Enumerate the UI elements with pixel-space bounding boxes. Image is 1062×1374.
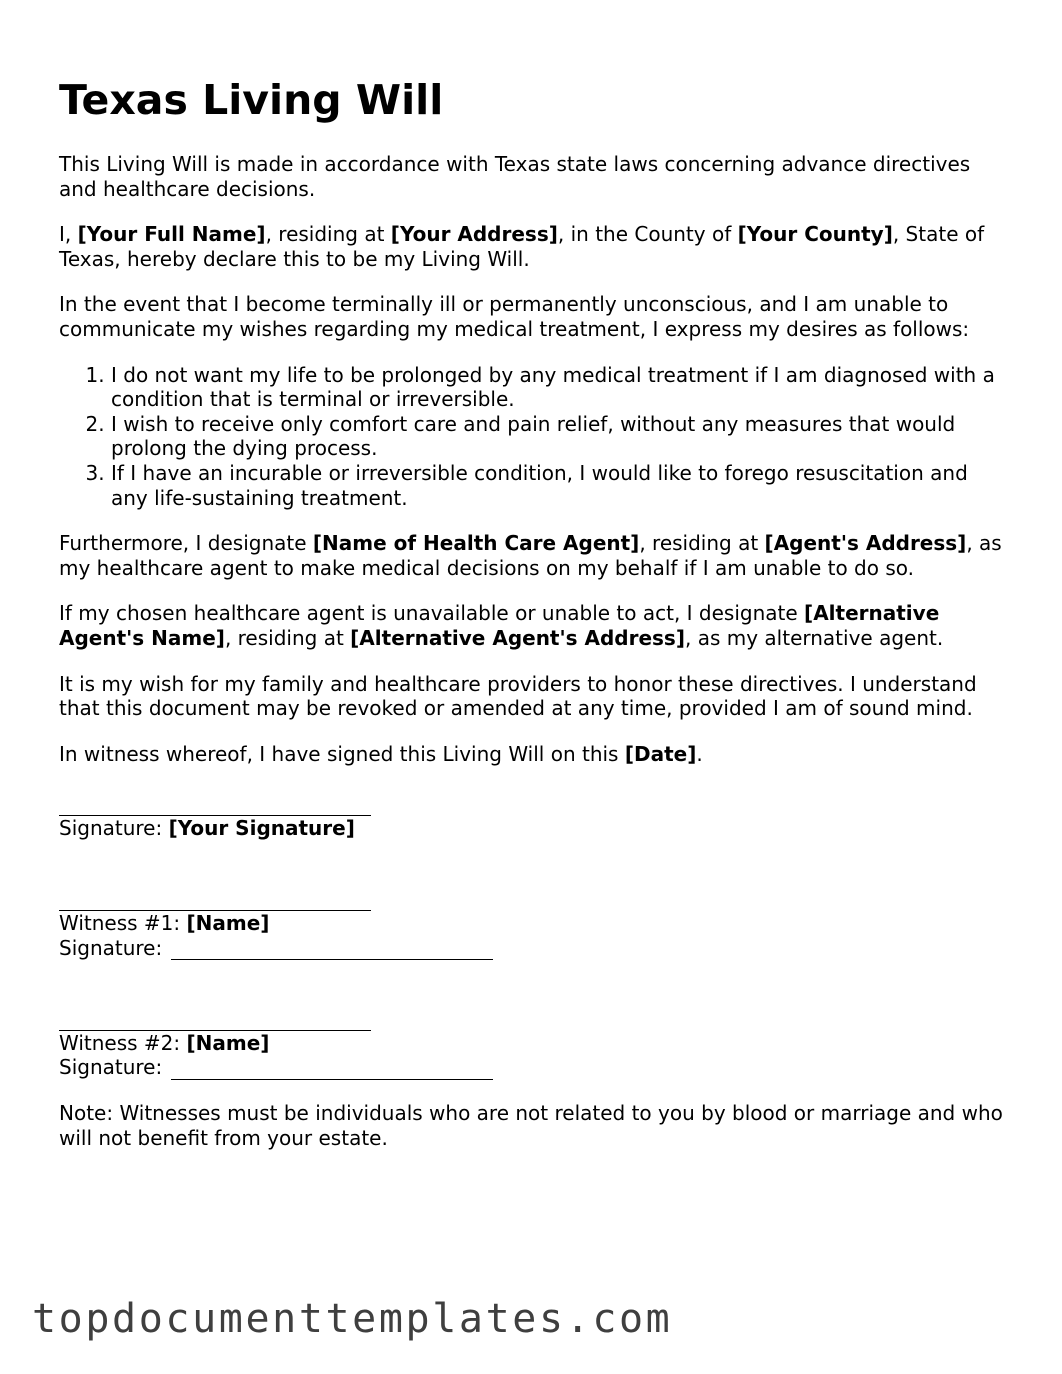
- witness1-signature-line: [171, 939, 493, 960]
- alternative-agent-address-placeholder: [Alternative Agent's Address]: [350, 625, 685, 650]
- witness1-name-line: [59, 892, 371, 911]
- declaration-paragraph: I, [Your Full Name], residing at [Your Address], in the County of [Your County], State of Texas, hereby declare this to be my Living Will.: [59, 222, 985, 271]
- witness-statement: In witness whereof, I have signed this Living Will on this [Date].: [59, 741, 703, 766]
- alternative-agent-paragraph: If my chosen healthcare agent is unavailable or unable to act, I designate [Alternative Agent's Name], residing at [Alternative Agent's Address], as my alternative agent.: [59, 601, 944, 650]
- agent-paragraph: Furthermore, I designate [Name of Health Care Agent], residing at [Agent's Address], as my healthcare agent to make medical decisions on my behalf if I am unable to do so.: [59, 531, 1002, 580]
- note-paragraph: Note: Witnesses must be individuals who are not related to you by blood or marriage and who will not benefit from your estate.: [59, 1101, 1003, 1150]
- document-page: [59, 70, 1009, 1171]
- full-name-placeholder: [Your Full Name]: [77, 222, 266, 247]
- agent-name-placeholder: [Name of Health Care Agent]: [312, 531, 640, 556]
- agent-address-placeholder: [Agent's Address]: [764, 531, 967, 556]
- witness2-block: Witness #2: [Name] Signature:: [59, 1006, 1009, 1080]
- list-item: 3. If I have an incurable or irreversible condition, I would like to forego resuscitation and any life-sustaining treatment.: [111, 461, 1009, 510]
- watermark: topdocumenttemplates.com: [32, 1296, 673, 1342]
- signer-signature-block: Signature: [Your Signature]: [59, 791, 1009, 840]
- signature-section: [59, 791, 1009, 1080]
- witness1-block: Witness #1: [Name] Signature:: [59, 886, 1009, 960]
- witness2-name-line: [59, 1012, 371, 1031]
- list-item: 2. I wish to receive only comfort care and pain relief, without any measures that would prolong the dying process.: [111, 412, 1009, 461]
- witness2-signature-line: [171, 1059, 493, 1080]
- date-placeholder: [Date]: [624, 741, 697, 766]
- list-item: 1. I do not want my life to be prolonged by any medical treatment if I am diagnosed with a condition that is terminal or irreversible.: [111, 363, 1009, 412]
- address-placeholder: [Your Address]: [390, 222, 558, 247]
- alternative-agent-name-placeholder: [Alternative Agent's Name]: [59, 601, 940, 650]
- witness2-name-placeholder: [Name]: [186, 1030, 270, 1055]
- signature-line: [59, 797, 371, 816]
- wish-paragraph: It is my wish for my family and healthcare providers to honor these directives. I understand that this document may be revoked or amended at any time, provided I am of sound mind.: [59, 671, 977, 721]
- county-placeholder: [Your County]: [737, 222, 893, 247]
- page-title: Texas Living Will: [59, 76, 444, 124]
- wishes-list: [59, 363, 1009, 511]
- witness1-name-placeholder: [Name]: [186, 911, 270, 936]
- intro-paragraph: This Living Will is made in accordance with Texas state laws concerning advance directives and healthcare decisions.: [59, 152, 971, 201]
- signature-placeholder: [Your Signature]: [168, 815, 355, 840]
- event-paragraph: In the event that I become terminally ill or permanently unconscious, and I am unable to communicate my wishes regarding my medical treatment, I express my desires as follows:: [59, 292, 970, 341]
